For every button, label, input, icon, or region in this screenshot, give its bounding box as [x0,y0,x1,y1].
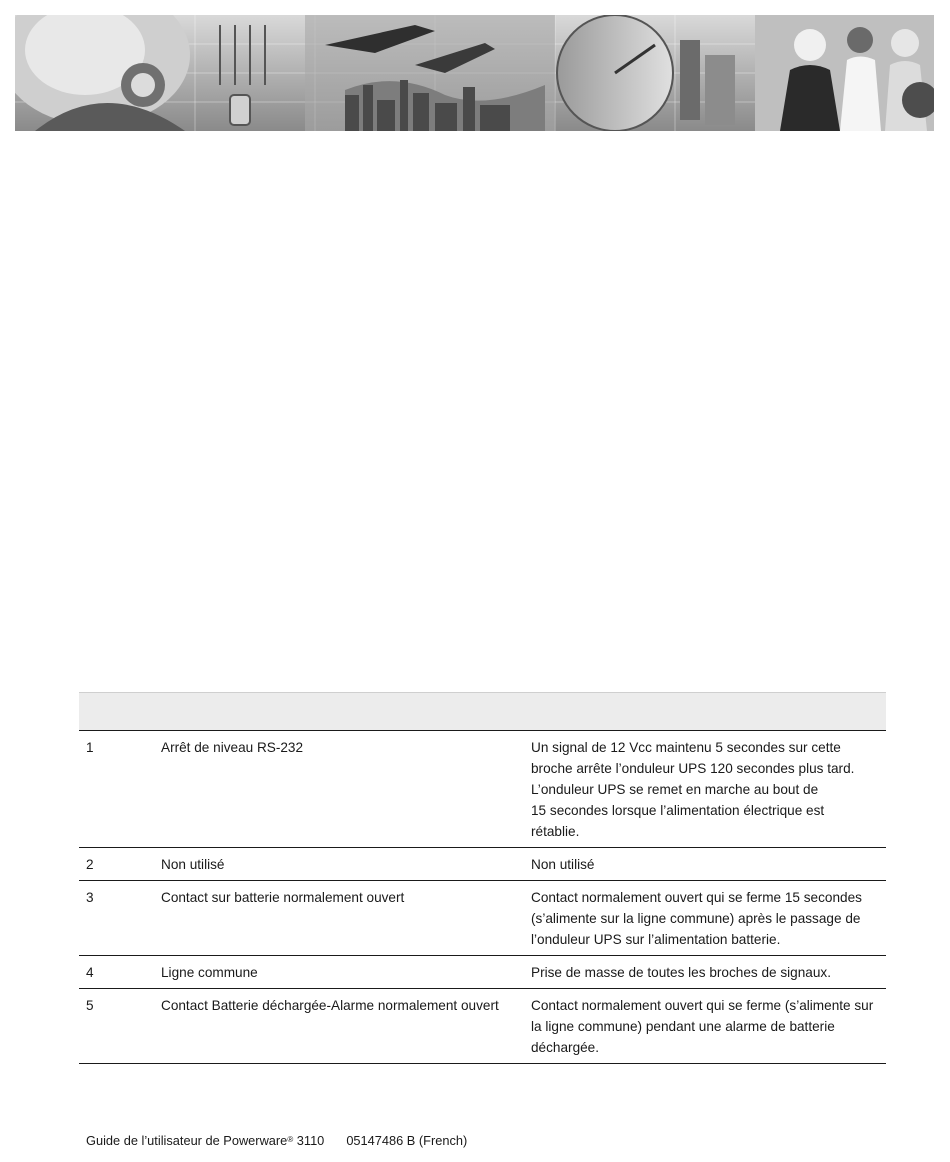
pin-number: 5 [79,989,161,1064]
registered-mark: ® [287,1135,294,1144]
pin-number: 3 [79,881,161,956]
pin-assignment-table [79,692,886,1064]
description-line: Prise de masse de toutes les broches de signaux. [531,965,831,980]
airplanes-over-map-icon [305,15,555,131]
guide-title: Guide de l’utilisateur de Powerware [86,1133,288,1148]
pin-number: 4 [79,956,161,989]
pin-description [531,848,886,881]
table-row [79,956,886,989]
table-header-cell [531,693,886,731]
description-line: Contact normalement ouvert qui se ferme (s’alimente sur [531,998,874,1013]
table-row [79,731,886,848]
description-line: (s’alimente sur la ligne commune) après le passage de [531,911,861,926]
table-header-cell [161,693,531,731]
pin-description [531,956,886,989]
document-number: 05147486 B (French) [346,1133,468,1148]
model-number: 3110 [296,1133,325,1148]
pin-name: Ligne commune [161,956,531,989]
pin-name: Arrêt de niveau RS-232 [161,731,531,848]
description-line: l’onduleur UPS sur l’alimentation batterie. [531,932,781,947]
description-line: la ligne commune) pendant une alarme de batterie [531,1019,835,1034]
pin-name: Contact sur batterie normalement ouvert [161,881,531,956]
description-line: rétablie. [531,824,580,839]
pin-description [531,881,886,956]
header-banner-image [15,15,934,131]
pin-name: Non utilisé [161,848,531,881]
description-line: L’onduleur UPS se remet en marche au bout de [531,782,819,797]
page-footer [86,1133,467,1148]
description-line: broche arrête l’onduleur UPS 120 secondes plus tard. [531,761,855,776]
pin-number: 2 [79,848,161,881]
description-line: Contact normalement ouvert qui se ferme 15 secondes [531,890,862,905]
table-header-row [79,693,886,731]
description-line: Non utilisé [531,857,595,872]
businesspeople-group-icon [755,15,934,131]
pin-name: Contact Batterie déchargée-Alarme normalement ouvert [161,989,531,1064]
table-row [79,848,886,881]
description-line: déchargée. [531,1040,600,1055]
table-row [79,881,886,956]
table-header-cell [79,693,161,731]
pin-description [531,989,886,1064]
pin-description [531,731,886,848]
pin-number: 1 [79,731,161,848]
description-line: 15 secondes lorsque l’alimentation électrique est [531,803,825,818]
table-row [79,989,886,1064]
description-line: Un signal de 12 Vcc maintenu 5 secondes sur cette [531,740,841,755]
